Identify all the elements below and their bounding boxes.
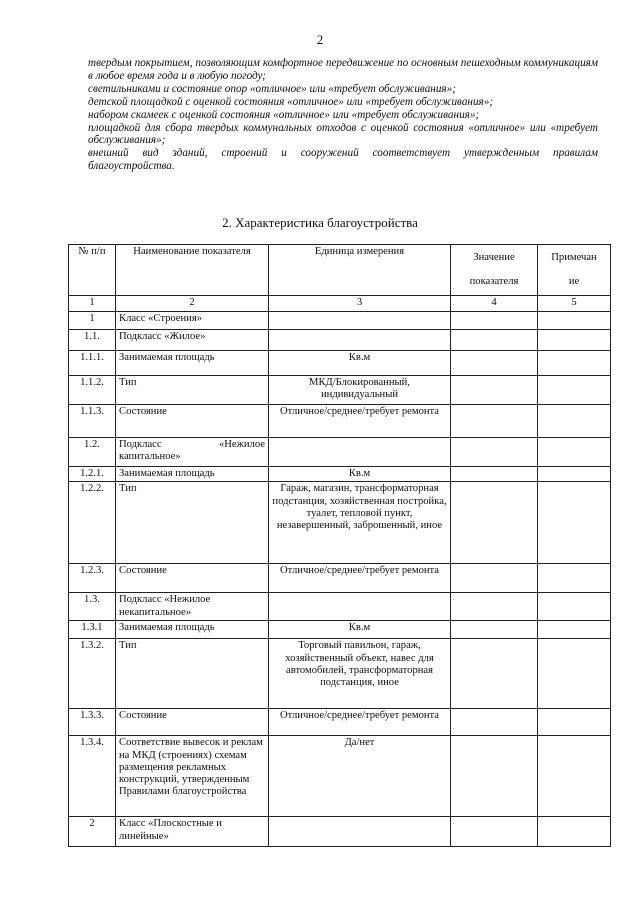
row-unit: Торговый павильон, гараж, хозяйственный объект, навес для автомобилей, трансформаторная подстанция, иное bbox=[269, 639, 451, 709]
row-note bbox=[538, 405, 611, 438]
row-unit: Да/нет bbox=[269, 736, 451, 817]
column-index: 2 bbox=[116, 296, 269, 312]
row-num: 1.1.3. bbox=[69, 405, 116, 438]
row-name: Подкласс «Жилое» bbox=[116, 330, 269, 351]
row-note bbox=[538, 817, 611, 847]
header-note-line: Примечан bbox=[551, 252, 597, 263]
row-value bbox=[451, 621, 538, 639]
intro-line: детской площадкой с оценкой состояния «отличное» или «требует обслуживания»; bbox=[88, 95, 494, 108]
row-value bbox=[451, 736, 538, 817]
row-name: Соответствие вывесок и реклам на МКД (строениях) схемам размещения рекламных конструкций, утвержденным Правилами благоустройства bbox=[116, 736, 269, 817]
row-note bbox=[538, 351, 611, 376]
intro-line: набором скамеек с оценкой состояния «отличное» или «требует обслуживания»; bbox=[88, 108, 480, 121]
row-num: 1.3. bbox=[69, 593, 116, 621]
table-row bbox=[69, 351, 611, 376]
column-index: 5 bbox=[538, 296, 611, 312]
header-num: № п/п bbox=[69, 245, 116, 296]
row-unit: Отличное/среднее/требует ремонта bbox=[269, 564, 451, 593]
row-note bbox=[538, 564, 611, 593]
row-value bbox=[451, 312, 538, 330]
row-name: Состояние bbox=[116, 405, 269, 438]
table-row bbox=[69, 312, 611, 330]
row-name: Подкласс «Нежилое капитальное» bbox=[116, 438, 269, 467]
row-value bbox=[451, 564, 538, 593]
row-unit bbox=[269, 438, 451, 467]
header-note-line: ие bbox=[568, 276, 580, 287]
row-num: 1.3.4. bbox=[69, 736, 116, 817]
row-num: 1.1.2. bbox=[69, 376, 116, 405]
table-row bbox=[69, 593, 611, 621]
header-unit: Единица измерения bbox=[269, 245, 451, 296]
row-num: 1 bbox=[69, 312, 116, 330]
row-name: Занимаемая площадь bbox=[116, 467, 269, 482]
row-unit bbox=[269, 330, 451, 351]
page-number: 2 bbox=[316, 32, 324, 47]
column-index-row bbox=[69, 296, 611, 312]
intro-text bbox=[88, 57, 598, 173]
intro-line: светильниками и состояние опор «отличное» или «требует обслуживания»; bbox=[88, 82, 456, 95]
intro-line: внешний вид зданий, строений и сооружений соответствует утвержденным правилам благоустройства. bbox=[88, 147, 598, 173]
row-value bbox=[451, 405, 538, 438]
row-num: 1.2.2. bbox=[69, 482, 116, 564]
characteristics-table bbox=[68, 244, 611, 847]
row-num: 1.3.2. bbox=[69, 639, 116, 709]
row-unit: Кв.м bbox=[269, 621, 451, 639]
table-row bbox=[69, 709, 611, 736]
row-num: 1.1. bbox=[69, 330, 116, 351]
row-name: Занимаемая площадь bbox=[116, 351, 269, 376]
section-title: 2. Характеристика благоустройства bbox=[222, 215, 418, 230]
row-note bbox=[538, 593, 611, 621]
row-note bbox=[538, 482, 611, 564]
row-value bbox=[451, 351, 538, 376]
row-note bbox=[538, 639, 611, 709]
column-index: 3 bbox=[269, 296, 451, 312]
table-header-row bbox=[69, 245, 611, 296]
row-note bbox=[538, 438, 611, 467]
row-value bbox=[451, 376, 538, 405]
column-index: 4 bbox=[451, 296, 538, 312]
table-row bbox=[69, 376, 611, 405]
row-name: Класс «Плоскостные и линейные» bbox=[116, 817, 269, 847]
row-value bbox=[451, 467, 538, 482]
row-value bbox=[451, 330, 538, 351]
row-unit bbox=[269, 312, 451, 330]
table-row bbox=[69, 330, 611, 351]
table-row bbox=[69, 482, 611, 564]
row-num: 1.1.1. bbox=[69, 351, 116, 376]
row-num: 1.2. bbox=[69, 438, 116, 467]
row-value bbox=[451, 438, 538, 467]
row-note bbox=[538, 312, 611, 330]
row-note bbox=[538, 736, 611, 817]
row-unit: Кв.м bbox=[269, 351, 451, 376]
row-num: 2 bbox=[69, 817, 116, 847]
row-unit: Отличное/среднее/требует ремонта bbox=[269, 709, 451, 736]
header-name: Наименование показателя bbox=[116, 245, 269, 296]
row-name: Тип bbox=[116, 482, 269, 564]
row-name: Тип bbox=[116, 376, 269, 405]
row-value bbox=[451, 639, 538, 709]
row-num: 1.2.1. bbox=[69, 467, 116, 482]
row-name: Тип bbox=[116, 639, 269, 709]
row-note bbox=[538, 330, 611, 351]
row-note bbox=[538, 621, 611, 639]
header-value bbox=[451, 245, 538, 296]
row-unit bbox=[269, 593, 451, 621]
row-num: 1.2.3. bbox=[69, 564, 116, 593]
row-unit: Гараж, магазин, трансформаторная подстанция, хозяйственная постройка, туалет, тепловой пункт, незавершенный, заброшенный, иное bbox=[269, 482, 451, 564]
table-row bbox=[69, 564, 611, 593]
row-unit bbox=[269, 817, 451, 847]
row-note bbox=[538, 709, 611, 736]
row-num: 1.3.3. bbox=[69, 709, 116, 736]
row-note bbox=[538, 467, 611, 482]
row-name: Состояние bbox=[116, 564, 269, 593]
intro-line: твердым покрытием, позволяющим комфортное передвижение по основным пешеходным коммуникациям в любое время года и в любую погоду; bbox=[88, 57, 598, 82]
table-row bbox=[69, 467, 611, 482]
row-name: Занимаемая площадь bbox=[116, 621, 269, 639]
table-row bbox=[69, 438, 611, 467]
table-row bbox=[69, 639, 611, 709]
row-note bbox=[538, 376, 611, 405]
row-value bbox=[451, 817, 538, 847]
table-row bbox=[69, 817, 611, 847]
row-unit: Кв.м bbox=[269, 467, 451, 482]
row-unit: Отличное/среднее/требует ремонта bbox=[269, 405, 451, 438]
header-value-line: показателя bbox=[469, 276, 519, 287]
row-name: Подкласс «Нежилое некапитальное» bbox=[116, 593, 269, 621]
column-index: 1 bbox=[69, 296, 116, 312]
row-num: 1.3.1 bbox=[69, 621, 116, 639]
row-value bbox=[451, 709, 538, 736]
table-row bbox=[69, 405, 611, 438]
intro-line: площадкой для сбора твердых коммунальных отходов с оценкой состояния «отличное» или «требует обслуживания»; bbox=[88, 121, 598, 147]
row-unit: МКД/Блокированный, индивидуальный bbox=[269, 376, 451, 405]
header-value-line: Значение bbox=[473, 252, 515, 263]
row-value bbox=[451, 593, 538, 621]
header-note bbox=[538, 245, 611, 296]
row-name: Состояние bbox=[116, 709, 269, 736]
table-row bbox=[69, 621, 611, 639]
row-name: Класс «Строения» bbox=[116, 312, 269, 330]
table-row bbox=[69, 736, 611, 817]
row-value bbox=[451, 482, 538, 564]
